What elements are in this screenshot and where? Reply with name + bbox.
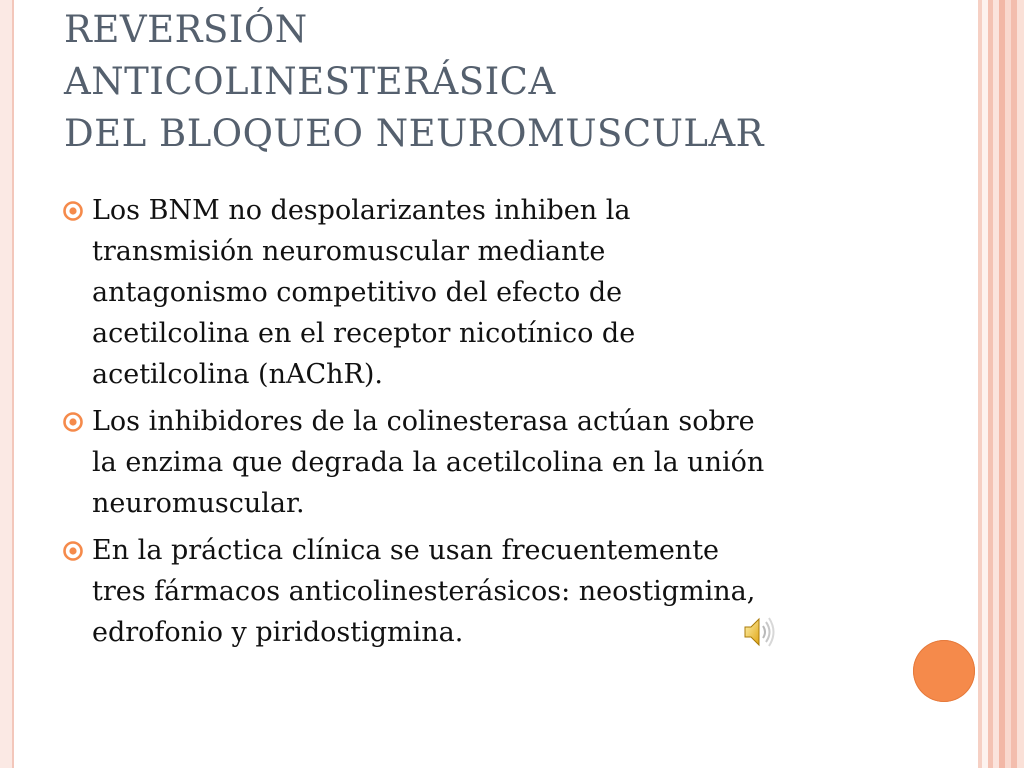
circle-bullet-icon xyxy=(62,200,84,222)
title-line: REVERSIÓN xyxy=(64,8,308,51)
bullet-line: transmisión neuromuscular mediante xyxy=(92,236,606,267)
bullet-line: antagonismo competitivo del efecto de xyxy=(92,277,623,308)
title-line: ANTICOLINESTERÁSICA xyxy=(64,60,556,103)
bullet-list xyxy=(62,190,892,659)
left-margin-line xyxy=(12,0,14,768)
speaker-icon[interactable] xyxy=(741,614,777,650)
bullet-line: neuromuscular. xyxy=(92,488,305,519)
orange-circle xyxy=(913,640,975,702)
bullet-line: En la práctica clínica se usan frecuentemente xyxy=(92,535,720,566)
bullet-item xyxy=(62,190,892,395)
bullet-line: Los inhibidores de la colinesterasa actúan sobre xyxy=(92,406,755,437)
bullet-line: acetilcolina (nAChR). xyxy=(92,359,383,390)
bullet-line: la enzima que degrada la acetilcolina en la unión xyxy=(92,447,765,478)
bullet-item xyxy=(62,401,892,524)
circle-bullet-icon xyxy=(62,411,84,433)
circle-bullet-icon xyxy=(62,540,84,562)
title-line: DEL BLOQUEO NEUROMUSCULAR xyxy=(64,112,765,155)
bullet-line: Los BNM no despolarizantes inhiben la xyxy=(92,195,631,226)
right-stripe xyxy=(1017,0,1024,768)
bullet-line: acetilcolina en el receptor nicotínico de xyxy=(92,318,636,349)
left-margin-band xyxy=(0,0,12,768)
bullet-line: tres fármacos anticolinesterásicos: neostigmina, xyxy=(92,576,756,607)
slide-title xyxy=(64,4,944,160)
bullet-line: edrofonio y piridostigmina. xyxy=(92,617,464,648)
